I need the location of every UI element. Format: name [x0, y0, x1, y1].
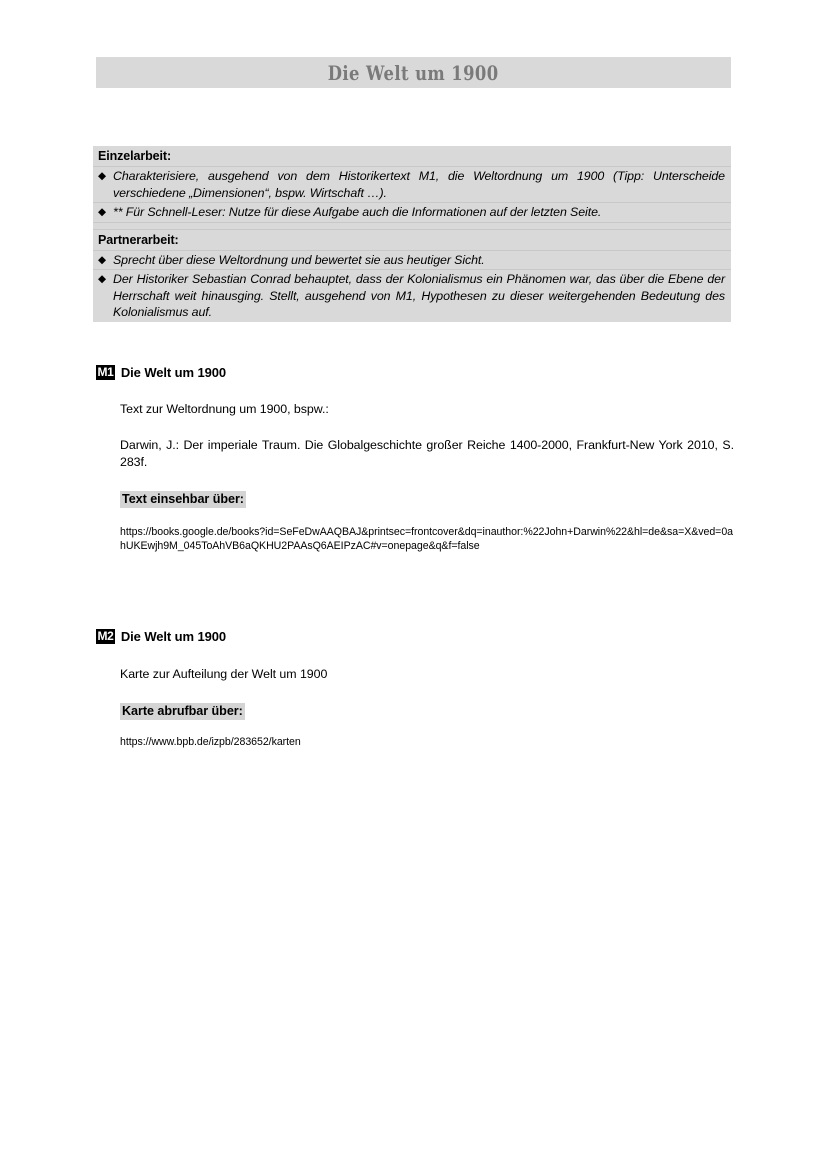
material-body-m1 — [120, 401, 734, 553]
source-url-m2[interactable]: https://www.bpb.de/izpb/283652/karten — [120, 736, 301, 748]
source-label-m2: Karte abrufbar über: — [122, 704, 243, 718]
material-badge-m1: M1 — [97, 365, 114, 379]
task-item — [93, 167, 731, 203]
material-reference-m1: Darwin, J.: Der imperiale Traum. Die Globalgeschichte großer Reiche 1400-2000, Frankfurt-New York 2010, S. 283f. — [120, 438, 734, 469]
material-section-m2 — [96, 628, 734, 750]
material-title-m2: Die Welt um 1900 — [120, 629, 226, 644]
page-header-banner — [96, 57, 731, 88]
task-box-spacer — [93, 223, 731, 230]
page-title: Die Welt um 1900 — [328, 60, 499, 85]
material-body-m2 — [120, 666, 734, 750]
diamond-bullet-icon: ◆ — [98, 206, 107, 218]
task-item — [93, 203, 731, 223]
material-badge-m2: M2 — [97, 629, 114, 643]
material-intro-m2: Karte zur Aufteilung der Welt um 1900 — [120, 667, 328, 681]
source-url-m1[interactable]: https://books.google.de/books?id=SeFeDwAAQBAJ&printsec=frontcover&dq=inauthor:%22John+Darwin%22&hl=de&sa=X&ved=0ahUKEwjh9M_045ToAhVB6aQKHU2PAAsQ6AEIPzAC#v=onepage&q&f=false — [120, 526, 734, 552]
material-title-m1: Die Welt um 1900 — [120, 365, 226, 380]
task-item-text: Der Historiker Sebastian Conrad behauptet, dass der Kolonialismus ein Phänomen war, das über die Ebene der Herrschaft weit hinausging. Stellt, ausgehend von M1, Hypothesen zu dieser weitergehenden Bedeutung des Kolonialismus auf. — [113, 272, 725, 319]
source-label-m1: Text einsehbar über: — [122, 492, 244, 506]
task-item — [93, 270, 731, 322]
task-item-text: ** Für Schnell-Leser: Nutze für diese Aufgabe auch die Informationen auf der letzten Seite. — [113, 205, 602, 219]
task-item — [93, 251, 731, 271]
task-item-text: Sprecht über diese Weltordnung und bewertet sie aus heutiger Sicht. — [113, 252, 485, 267]
material-header-m2 — [96, 628, 734, 645]
task-group-heading-partnerarbeit: Partnerarbeit: — [93, 230, 731, 251]
diamond-bullet-icon: ◆ — [98, 170, 107, 182]
assignment-box — [93, 146, 731, 322]
task-item-text: Charakterisiere, ausgehend von dem Historikertext M1, die Weltordnung um 1900 (Tipp: Unterscheide verschiedene „Dimensionen“, bspw. Wirtschaft …). — [113, 169, 725, 200]
material-intro-m1: Text zur Weltordnung um 1900, bspw.: — [120, 402, 329, 416]
material-section-m1 — [96, 364, 734, 553]
diamond-bullet-icon: ◆ — [98, 273, 107, 285]
diamond-bullet-icon: ◆ — [98, 253, 107, 266]
task-group-heading-einzelarbeit: Einzelarbeit: — [93, 146, 731, 167]
material-header-m1 — [96, 364, 734, 381]
